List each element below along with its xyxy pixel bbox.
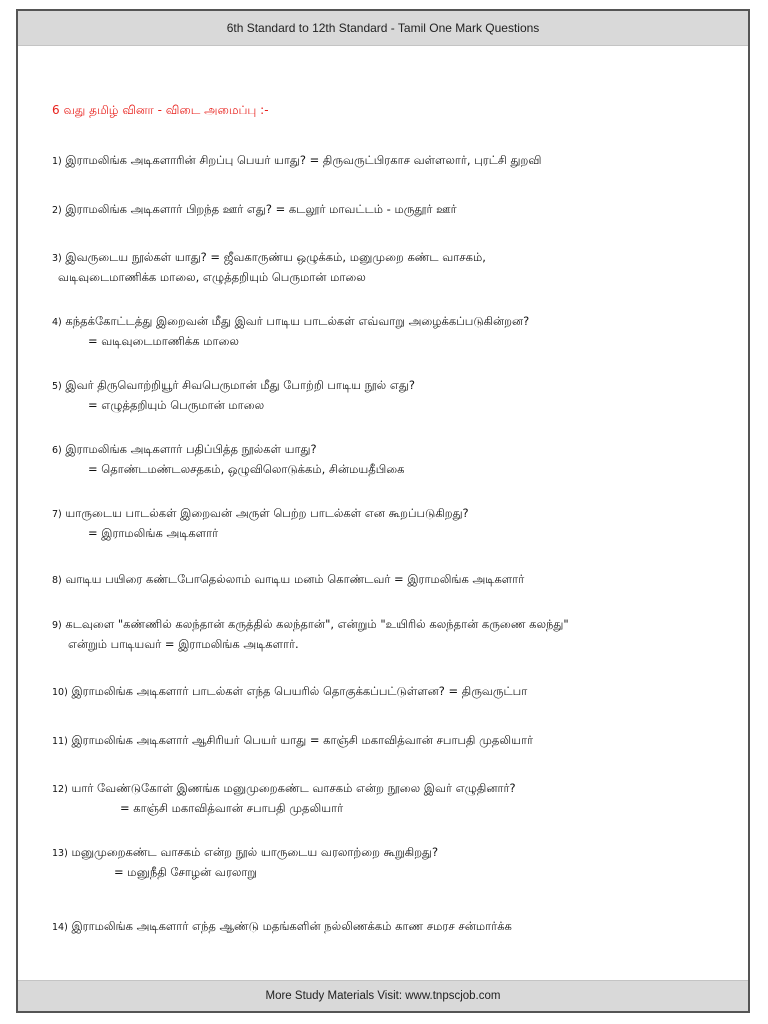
question-text: இராமலிங்க அடிகளார் பிறந்த ஊர் எது? = கடலூர் மாவட்டம் - மருதூர் ஊர்	[65, 202, 457, 216]
header-title: 6th Standard to 12th Standard - Tamil One Mark Questions	[226, 21, 540, 35]
answer-text: = மனுநீதி சோழன் வரலாறு	[114, 865, 258, 879]
question-item-12	[52, 779, 732, 818]
answer-text: = இராமலிங்க அடிகளார்	[88, 526, 219, 540]
answer-text: வடிவுடைமாணிக்க மாலை, எழுத்தறியும் பெருமான் மாலை	[58, 270, 366, 284]
question-item-10	[52, 682, 732, 702]
question-number: 13)	[52, 848, 68, 859]
question-item-8	[52, 570, 732, 590]
question-item-14	[52, 917, 732, 937]
answer-text: என்றும் பாடியவர் = இராமலிங்க அடிகளார்.	[68, 637, 299, 651]
document-page	[16, 9, 750, 1013]
question-number: 10)	[52, 687, 68, 698]
question-number: 3)	[52, 253, 62, 264]
question-number: 6)	[52, 445, 62, 456]
question-item-1	[52, 151, 732, 171]
question-text: கடவுளை "கண்ணில் கலந்தான் கருத்தில் கலந்தான்", என்றும் "உயிரில் கலந்தான் கருணை கலந்து"	[65, 617, 569, 631]
question-text: வாடிய பயிரை கண்டபோதெல்லாம் வாடிய மனம் கொண்டவர் = இராமலிங்க அடிகளார்	[65, 572, 525, 586]
answer-text: = எழுத்தறியும் பெருமான் மாலை	[88, 398, 265, 412]
question-number: 12)	[52, 784, 68, 795]
question-text: இவருடைய நூல்கள் யாது? = ஜீவகாருண்ய ஒழுக்கம், மனுமுறை கண்ட வாசகம்,	[65, 250, 486, 264]
question-number: 11)	[52, 736, 68, 747]
question-number: 9)	[52, 620, 62, 631]
question-text: இராமலிங்க அடிகளாரின் சிறப்பு பெயர் யாது? = திருவருட்பிரகாச வள்ளலார், புரட்சி துறவி	[65, 153, 542, 167]
question-text: இவர் திருவொற்றியூர் சிவபெருமான் மீது போற்றி பாடிய நூல் எது?	[65, 378, 415, 392]
question-number: 5)	[52, 381, 62, 392]
question-item-3	[52, 248, 732, 287]
question-item-4	[52, 312, 732, 351]
question-text: இராமலிங்க அடிகளார் பாடல்கள் எந்த பெயரில் தொகுக்கப்பட்டுள்ளன? = திருவருட்பா	[71, 684, 528, 698]
question-text: யாருடைய பாடல்கள் இறைவன் அருள் பெற்ற பாடல்கள் என கூறப்படுகிறது?	[65, 506, 469, 520]
question-number: 1)	[52, 156, 62, 167]
answer-text: = வடிவுடைமாணிக்க மாலை	[88, 334, 239, 348]
page-header	[18, 11, 748, 46]
question-item-5	[52, 376, 732, 415]
question-item-6	[52, 440, 732, 479]
question-text: கந்தக்கோட்டத்து இறைவன் மீது இவர் பாடிய பாடல்கள் எவ்வாறு அழைக்கப்படுகின்றன?	[65, 314, 530, 328]
question-item-7	[52, 504, 732, 543]
question-number: 2)	[52, 205, 62, 216]
footer-text: More Study Materials Visit: www.tnpscjob.com	[265, 990, 501, 1002]
answer-text: = தொண்டமண்டலசதகம், ஒழுவிலொடுக்கம், சின்மயதீபிகை	[88, 462, 405, 476]
question-text: இராமலிங்க அடிகளார் பதிப்பித்த நூல்கள் யாது?	[65, 442, 317, 456]
question-text: யார் வேண்டுகோள் இணங்க மனுமுறைகண்ட வாசகம் என்ற நூலை இவர் எழுதினார்?	[71, 781, 516, 795]
question-list	[52, 103, 732, 937]
question-number: 8)	[52, 575, 62, 586]
question-item-2	[52, 200, 732, 220]
section-title: 6 வது தமிழ் வினா - விடை அமைப்பு :-	[52, 103, 269, 117]
question-item-11	[52, 731, 732, 751]
answer-text: = காஞ்சி மகாவித்வான் சபாபதி முதலியார்	[120, 801, 344, 815]
question-text: இராமலிங்க அடிகளார் ஆசிரியர் பெயர் யாது = காஞ்சி மகாவித்வான் சபாபதி முதலியார்	[71, 733, 533, 747]
question-number: 7)	[52, 509, 62, 520]
question-number: 4)	[52, 317, 62, 328]
question-text: மனுமுறைகண்ட வாசகம் என்ற நூல் யாருடைய வரலாற்றை கூறுகிறது?	[71, 845, 439, 859]
question-item-9	[52, 615, 732, 654]
question-number: 14)	[52, 922, 68, 933]
question-item-13	[52, 843, 732, 882]
question-text: இராமலிங்க அடிகளார் எந்த ஆண்டு மதங்களின் நல்லிணக்கம் காண சமரச சன்மார்க்க	[71, 919, 512, 933]
page-footer	[18, 980, 748, 1011]
